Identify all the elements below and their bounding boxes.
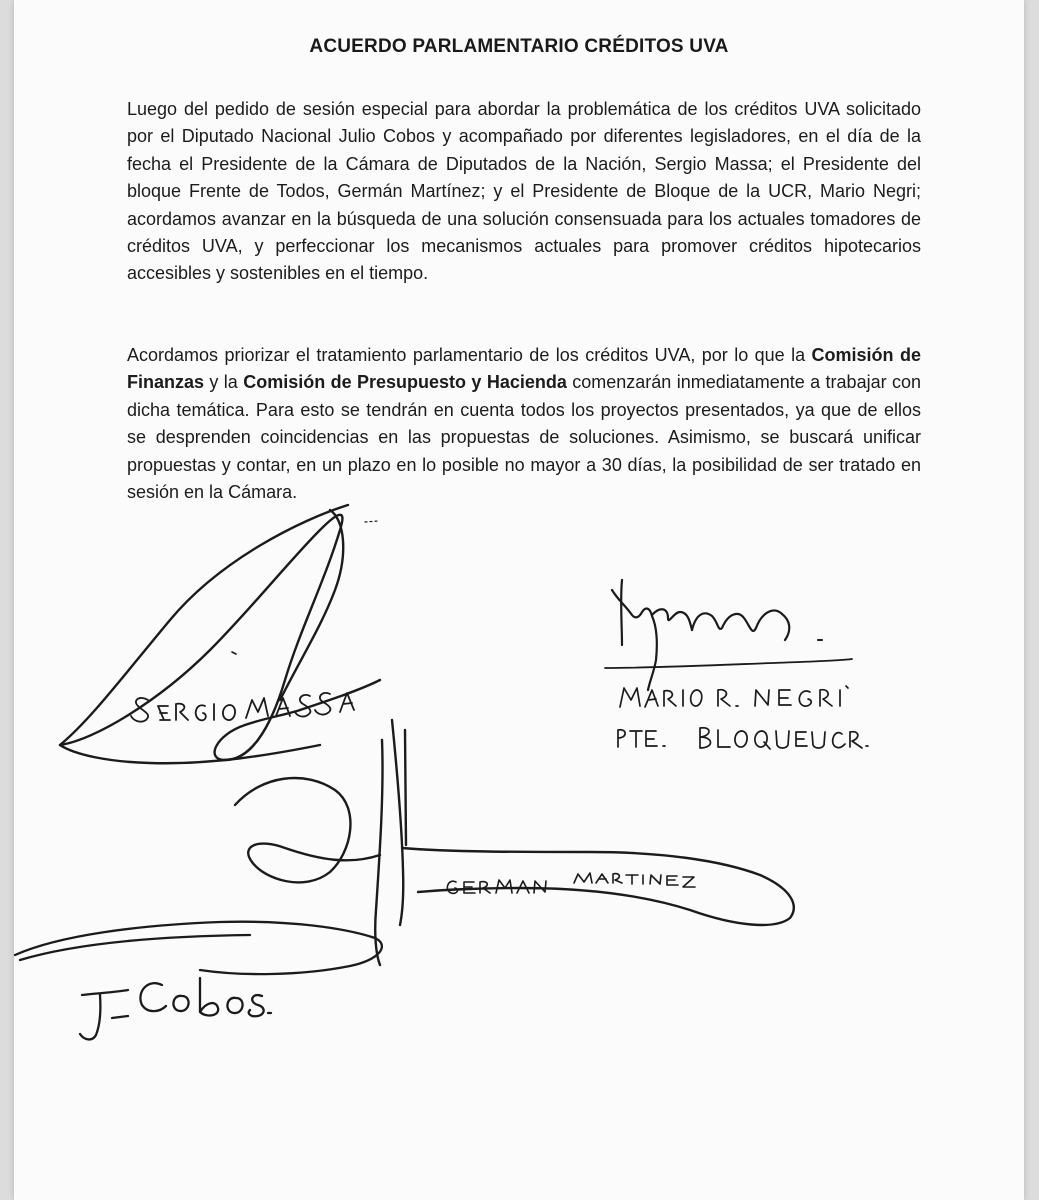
signature-martinez xyxy=(235,720,794,965)
negri-name-text: MARIO R. NEGRI xyxy=(620,712,629,713)
paragraph-2-part-2: y la xyxy=(204,372,244,393)
paragraph-1: Luego del pedido de sesión especial para abordar la problemática de los créditos UVA solicitado por el Diputado Nacional Julio Cobos y acompañado por diferentes legisladores, en el día de la fecha el Presidente de la Cámara de Diputados de la Nación, Sergio Massa; el Presidente del bloque Frente de Todos, Germán Martínez; y el Presidente de Bloque de la UCR, Mario Negri; acordamos avanzar en la búsqueda de una solución consensuada para los actuales tomadores de créditos UVA, y perfeccionar los mecanismos actuales para promover créditos hipotecarios accesibles y sostenibles en el tiempo. xyxy=(127,99,921,284)
signature-negri xyxy=(605,580,852,690)
comision-presupuesto: Comisión de Presupuesto y Hacienda xyxy=(243,372,567,393)
massa-name-text: SERGIO MASSA xyxy=(148,735,156,736)
signature-massa-name xyxy=(131,693,354,722)
comision-finanzas: Comisión de Finanzas xyxy=(127,345,921,393)
paragraph-2-part-3: comenzarán inmediatamente a trabajar con dicha temática. Para esto se tendrán en cuenta todos los proyectos presentados, ya que de ellos se desprenden coincidencias en las propuestas de soluciones. Asimismo, se buscará unificar propuestas y contar, en un plazo en lo posible no mayor a 30 días, la posibilidad de ser tratado en sesión en la Cámara. xyxy=(127,372,921,503)
signature-cobos xyxy=(15,922,382,1040)
signature-negri-name xyxy=(620,686,848,707)
cobos-name-text: J. Cobos. xyxy=(82,1040,87,1041)
negri-title-text: PTE. BLOQUE UCR. xyxy=(618,752,628,753)
signature-massa xyxy=(60,505,380,763)
signature-negri-title xyxy=(618,728,868,749)
martinez-name-text: GERMAN MARTINEZ xyxy=(456,898,466,899)
paragraph-2-part-1: Acordamos priorizar el tratamiento parlamentario de los créditos UVA, por lo que la xyxy=(127,345,812,365)
document-title: ACUERDO PARLAMENTARIO CRÉDITOS UVA xyxy=(309,36,729,57)
